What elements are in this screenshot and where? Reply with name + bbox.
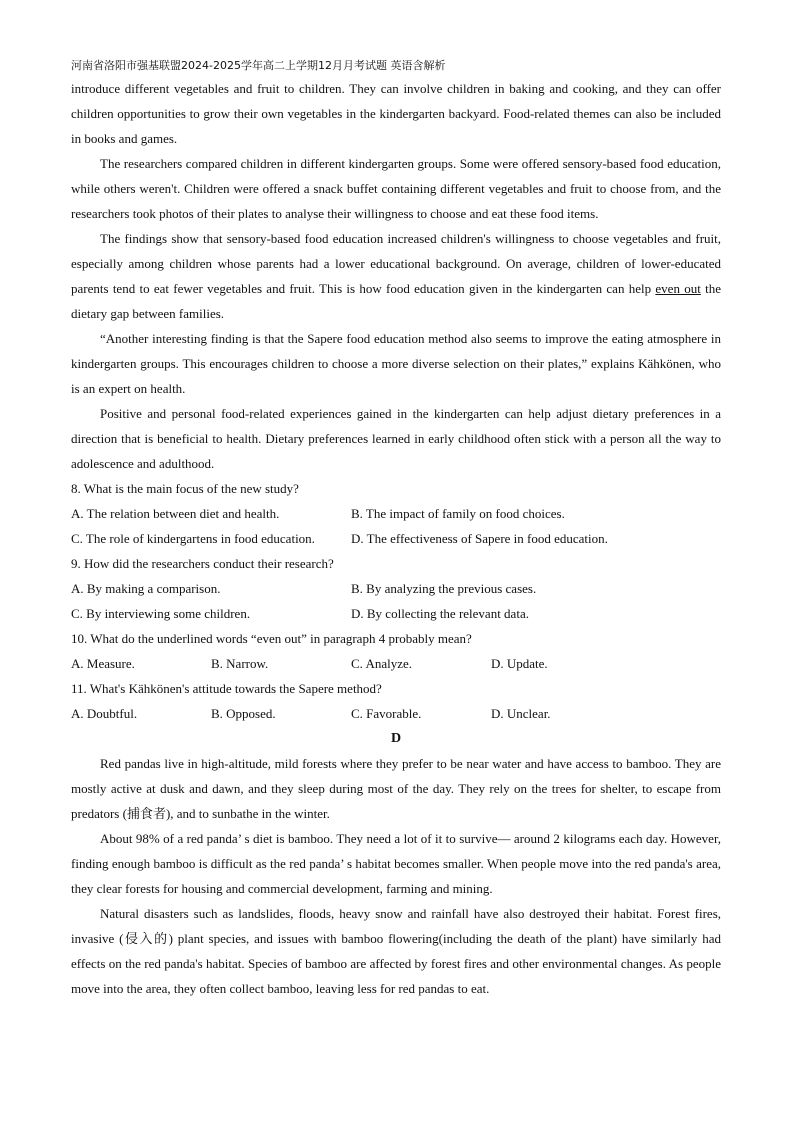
option-b[interactable]: B. By analyzing the previous cases. <box>351 581 537 596</box>
page-header: 河南省洛阳市强基联盟2024-2025学年高二上学期12月月考试题 英语含解析 <box>71 59 446 72</box>
option-row <box>71 526 721 551</box>
section-heading: D <box>390 731 402 746</box>
option-c[interactable]: C. By interviewing some children. <box>71 606 251 621</box>
passage-c-paragraph: “Another interesting finding is that the Sapere food education method also seems to improve the eating atmosphere in kindergarten groups. This encourages children to choose a more diverse selection on their plates,” explains Kähkönen, who is an expert on health. <box>71 331 721 396</box>
underlined-phrase: even out <box>655 281 701 296</box>
option-a[interactable]: A. Doubtful. <box>71 706 138 721</box>
option-b[interactable]: B. Narrow. <box>211 656 269 671</box>
document-body <box>71 76 721 1001</box>
passage-d-paragraph: Natural disasters such as landslides, floods, heavy snow and rainfall have also destroyed their habitat. Forest fires, invasive (侵入的) plant species, and issues with bamboo flowering(including the death of the plant) have similarly had effects on the red panda's habitat. Species of bamboo are affected by forest fires and other environmental changes. As people move into the area, they often collect bamboo, leaving less for red pandas to eat. <box>71 906 721 996</box>
option-row <box>71 576 721 601</box>
option-a[interactable]: A. By making a comparison. <box>71 581 221 596</box>
option-d[interactable]: D. The effectiveness of Sapere in food education. <box>351 531 608 546</box>
option-row <box>71 601 721 626</box>
option-c[interactable]: C. Analyze. <box>351 656 413 671</box>
option-row <box>71 651 721 676</box>
question-stem: 8. What is the main focus of the new study? <box>71 481 299 496</box>
option-d[interactable]: D. Update. <box>491 656 548 671</box>
question-stem: 10. What do the underlined words “even out” in paragraph 4 probably mean? <box>71 631 472 646</box>
question-stem: 11. What's Kähkönen's attitude towards the Sapere method? <box>71 681 382 696</box>
passage-c-paragraph <box>71 226 721 326</box>
passage-d-paragraph: About 98% of a red panda’ s diet is bamboo. They need a lot of it to survive— around 2 kilograms each day. However, finding enough bamboo is difficult as the red panda’ s habitat becomes smaller. When people move into the red panda's area, they clear forests for housing and commercial development, farming and mining. <box>71 831 721 896</box>
option-b[interactable]: B. Opposed. <box>211 706 276 721</box>
paragraph-text: the dietary gap between families. <box>71 281 722 321</box>
option-c[interactable]: C. The role of kindergartens in food education. <box>71 531 315 546</box>
passage-c-paragraph: The researchers compared children in different kindergarten groups. Some were offered sensory-based food education, while others weren't. Children were offered a snack buffet containing different vegetables and fruit to choose from, and the researchers took photos of their plates to analyse their willingness to choose and eat these food items. <box>71 156 721 221</box>
option-d[interactable]: D. By collecting the relevant data. <box>351 606 529 621</box>
option-row <box>71 701 721 726</box>
option-a[interactable]: A. The relation between diet and health. <box>71 506 280 521</box>
passage-d-paragraph: Red pandas live in high-altitude, mild forests where they prefer to be near water and have access to bamboo. They are mostly active at dusk and dawn, and they sleep during most of the day. They rely on the trees for shelter, to escape from predators (捕食者), and to sunbathe in the winter. <box>71 756 721 821</box>
question-stem: 9. How did the researchers conduct their research? <box>71 556 334 571</box>
passage-c-paragraph: Positive and personal food-related experiences gained in the kindergarten can help adjust dietary preferences in a direction that is beneficial to health. Dietary preferences learned in early childhood often stick with a person all the way to adolescence and adulthood. <box>71 406 721 471</box>
option-b[interactable]: B. The impact of family on food choices. <box>351 506 565 521</box>
option-c[interactable]: C. Favorable. <box>351 706 422 721</box>
paragraph-text: The findings show that sensory-based food education increased children's willingness to choose vegetables and fruit, especially among children whose parents had a lower educational background. On average, children of lower-educated parents tend to eat fewer vegetables and fruit. This is how food education given in the kindergarten can help <box>71 231 721 296</box>
option-a[interactable]: A. Measure. <box>71 656 135 671</box>
passage-c-paragraph: introduce different vegetables and fruit to children. They can involve children in baking and cooking, and they can offer children opportunities to grow their own vegetables in the kindergarten backyard. Food-related themes can also be included in books and games. <box>71 81 721 146</box>
option-row <box>71 501 721 526</box>
option-d[interactable]: D. Unclear. <box>491 706 551 721</box>
